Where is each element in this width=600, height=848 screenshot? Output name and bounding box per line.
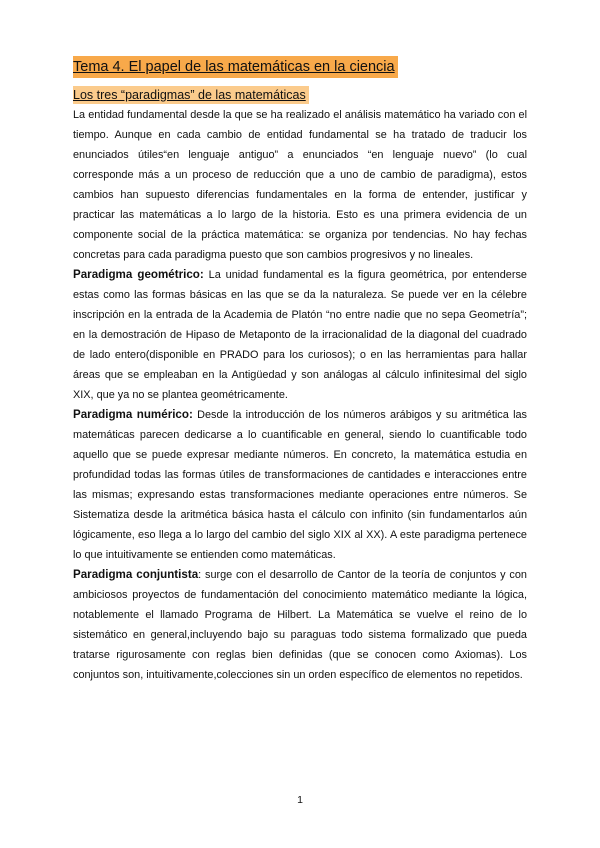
section-subtitle: Los tres “paradigmas” de las matemáticas [73,86,309,104]
paragraph-numeric-text: Desde la introducción de los números arábigos y su aritmética las matemáticas parecen dedicarse a lo cuantificable en general, siendo lo cuantificable todo aquello que se puede expresar mediante números. En concreto, la matemática estudia en profundidad todas las formas útiles de transformaciones de cantidades e interacciones entre las mismas; expresando estas transformaciones mediante operaciones entre números. Se Sistematiza desde la aritmética básica hasta el cálculo con infinito (sin fundamentarlos aún lógicamente, eso llega a lo largo del cambio del siglo XIX al XX). A este paradigma pertenece lo que intuitivamente se entienden como matemáticas. [73,409,527,561]
page-content [73,56,527,685]
paragraph-geometric-text: La unidad fundamental es la figura geométrica, por entenderse estas como las formas básicas en las que se da la naturaleza. Se puede ver en la célebre inscripción en la entrada de la Academia de Platón “no entre nadie que no sepa Geometría”; en la demostración de Hipaso de Metaponto de la irracionalidad de la diagonal del cuadrado de lado entero(disponible en PRADO para los curiosos); o en las herramientas para hallar áreas que se empleaban en la Antigüedad y son análogas al cálculo infinitesimal del siglo XIX, que ya no se plantea geométricamente. [73,269,527,401]
paragraph-set-theory-lead: Paradigma conjuntista [73,568,199,581]
paragraph-set-theory-text: : surge con el desarrollo de Cantor de la teoría de conjuntos y con ambiciosos proyectos de fundamentación del conocimiento matemático mediante la lógica, notablemente el llamado Programa de Hilbert. La Matemática se vuelve el reino de lo sistemático en general,incluyendo bajo su paraguas todo sistema formalizado que pueda tratarse rigurosamente con reglas bien definidas (que se conocen como Axiomas). Los conjuntos son, intuitivamente,colecciones sin un orden específico de elementos no repetidos. [73,569,527,681]
paragraph-geometric [73,265,527,405]
page-number: 1 [297,794,303,806]
document-title: Tema 4. El papel de las matemáticas en la ciencia [73,56,398,78]
paragraph-numeric [73,405,527,565]
intro-paragraph: La entidad fundamental desde la que se ha realizado el análisis matemático ha variado con el tiempo. Aunque en cada cambio de entidad fundamental se ha tratado de traducir los enunciados útiles“en lenguaje antiguo” a enunciados “en lenguaje nuevo” (lo cual corresponde más a un proceso de reducción que a uno de cambio de paradigma), estos cambios han supuesto diferencias fundamentales en la forma de entender, justificar y practicar las matemáticas a lo largo de la historia. Esto es una primera evidencia de un componente social de la práctica matemática: se organiza por tendencias. No hay fechas concretas para cada paradigma puesto que son cambios progresivos y no lineales. [73,109,527,261]
paragraph-geometric-lead: Paradigma geométrico: [73,268,204,281]
paragraph-set-theory [73,565,527,685]
paragraph-numeric-lead: Paradigma numérico: [73,408,193,421]
